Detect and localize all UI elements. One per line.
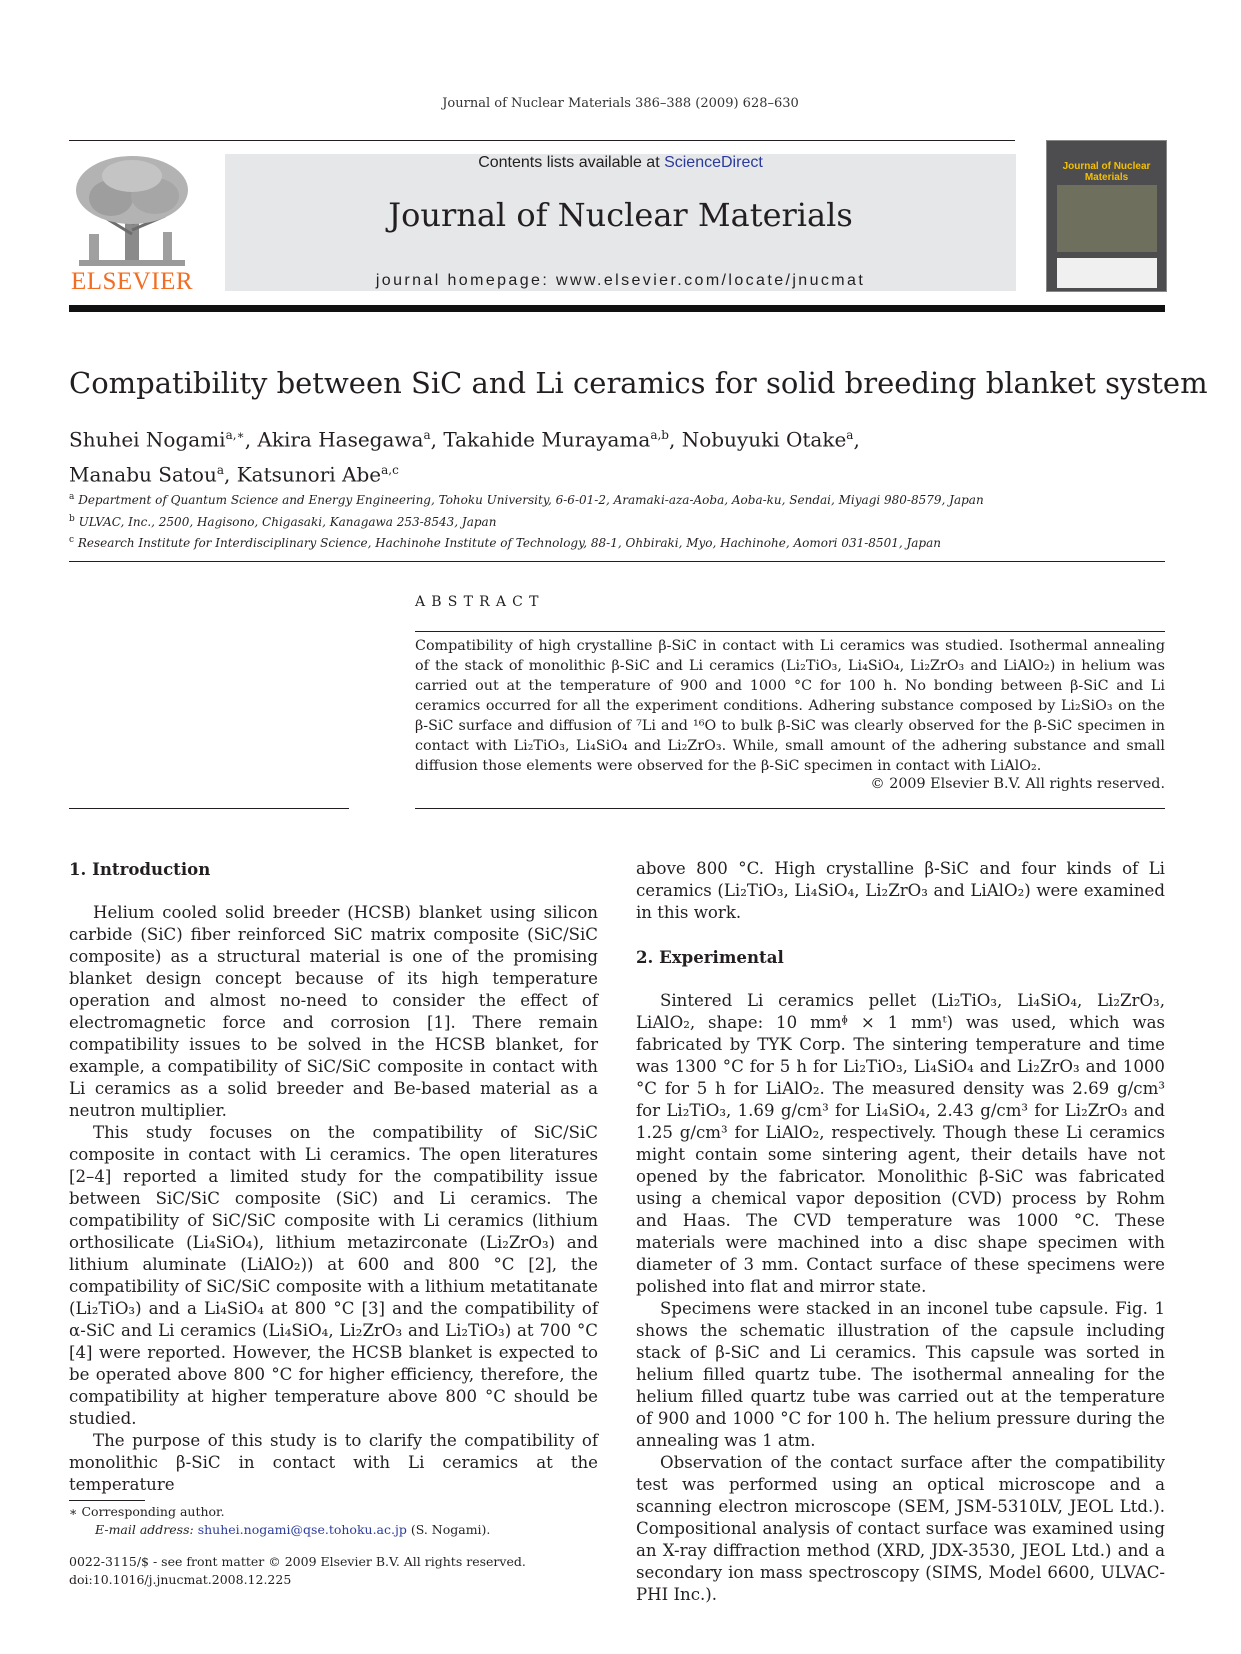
publisher-wordmark: ELSEVIER [70, 268, 194, 295]
issn-line: 0022-3115/$ - see front matter © 2009 Elsevier B.V. All rights reserved. [69, 1554, 526, 1569]
left-column [69, 858, 598, 1496]
abstract-rule [415, 631, 1165, 632]
email-link[interactable]: shuhei.nogami@qse.tohoku.ac.jp [197, 1522, 407, 1537]
affiliation-text: Department of Quantum Science and Energy Engineering, Tohoku University, 6-6-01-2, Aramaki-aza-Aoba, Aoba-ku, Sendai, Miyagi 980-8579, Japan [78, 493, 984, 507]
paragraph: Helium cooled solid breeder (HCSB) blanket using silicon carbide (SiC) fiber reinforced SiC matrix composite (SiC/SiC composite) as a structural material is one of the promising blanket design concept because of its high temperature operation and almost no-need to consider the effect of electromagnetic force and corrosion [1]. There remain compatibility issues to be solved in the HCSB blanket, for example, a compatibility of SiC/SiC composite in contact with Li ceramics as a solid breeder and Be-based material as a neutron multiplier. [69, 903, 598, 1120]
author-name: Akira Hasegawa [257, 427, 424, 452]
author-name: Manabu Satou [69, 462, 217, 487]
author-name: Shuhei Nogami [69, 427, 226, 452]
journal-citation: Journal of Nuclear Materials 386–388 (2009) 628–630 [442, 96, 799, 111]
author-sep: , [430, 427, 444, 452]
paragraph: Sintered Li ceramics pellet (Li₂TiO₃, Li₄SiO₄, Li₂ZrO₃, LiAlO₂, shape: 10 mmᶲ × 1 mmᵗ) was used, which was fabricated by TYK Corp. The sintering temperature and time was 1300 °C for 5 h for Li₂TiO₃, Li₄SiO₄ and Li₂ZrO₃ and 1000 °C for 5 h for LiAlO₂. The measured density was 2.69 g/cm³ for Li₂TiO₃, 1.69 g/cm³ for Li₄SiO₄, 2.43 g/cm³ for Li₂ZrO₃ and 1.25 g/cm³ for LiAlO₂, respectively. Though these Li ceramics might contain some sintering agent, their details have not opened by the fabricator. Monolithic β-SiC was fabricated using a chemical vapor deposition (CVD) process by Rohm and Haas. The CVD temperature was 1000 °C. These materials were machined into a disc shape specimen with diameter of 3 mm. Contact surface of these specimens were polished into flat and mirror state. [636, 991, 1165, 1296]
email-label: E-mail address: [95, 1522, 194, 1537]
cover-image [1057, 185, 1157, 252]
author-affil-mark: a,∗ [225, 428, 245, 442]
article-title: Compatibility between SiC and Li ceramics for solid breeding blanket system [69, 366, 1208, 400]
paragraph-continued: above 800 °C. High crystalline β-SiC and four kinds of Li ceramics (Li₂TiO₃, Li₄SiO₄, Li₂ZrO₃ and LiAlO₂) were examined in this work. [636, 859, 1165, 922]
paragraph: Observation of the contact surface after the compatibility test was performed using an optical microscope and a scanning electron microscope (SEM, JSM-5310LV, JEOL Ltd.). Compositional analysis of contact surface was examined using an X-ray diffraction method (XRD, JDX-3530, JEOL Ltd.) and a secondary ion mass spectroscopy (SIMS, Model 6600, ULVAC-PHI Inc.). [636, 1453, 1165, 1604]
affiliations [69, 488, 1169, 553]
email-line [69, 1521, 598, 1539]
author-affil-mark: a,c [381, 462, 399, 477]
author-name: Nobuyuki Otake [681, 427, 847, 452]
sciencedirect-link[interactable]: ScienceDirect [664, 154, 763, 171]
footnote-text: Corresponding author. [81, 1504, 225, 1519]
affiliation [69, 488, 1169, 510]
contents-prefix: Contents lists available at [478, 154, 665, 171]
right-column [636, 858, 1165, 1606]
author-sep: , [853, 427, 860, 452]
doi[interactable]: doi:10.1016/j.jnucmat.2008.12.225 [69, 1572, 292, 1587]
paragraph: The purpose of this study is to clarify the compatibility of monolithic β-SiC in contact with Li ceramics at the temperature [69, 1431, 598, 1494]
abstract-bottom-rule [415, 808, 1165, 809]
affiliation [69, 510, 1169, 532]
author-affil-mark: a [846, 428, 854, 442]
author-sep: , [224, 462, 237, 487]
footnote-rule [69, 1500, 145, 1501]
author-affil-mark: a [216, 462, 224, 477]
corresponding-author-note [69, 1503, 598, 1521]
footnote-mark: ∗ [69, 1504, 78, 1519]
author-affil-mark: a [423, 428, 431, 442]
author-name: Takahide Murayama [443, 427, 651, 452]
section-heading-introduction: 1. Introduction [69, 859, 211, 879]
affiliation [69, 531, 1169, 553]
affiliation-text: ULVAC, Inc., 2500, Hagisono, Chigasaki, Kanagawa 253-8543, Japan [78, 514, 497, 529]
email-suffix: (S. Nogami). [410, 1522, 491, 1537]
left-column-rule [69, 808, 349, 809]
author-list [69, 420, 1069, 489]
author-name: Katsunori Abe [236, 462, 382, 487]
cover-footer [1057, 258, 1157, 288]
journal-homepage[interactable]: journal homepage: www.elsevier.com/locate/jnucmat [375, 272, 866, 289]
author-affil-mark: a,b [650, 428, 669, 442]
journal-cover [1046, 140, 1167, 292]
journal-name: Journal of Nuclear Materials [388, 196, 853, 234]
contents-available-line [225, 154, 1016, 172]
abstract-copyright: © 2009 Elsevier B.V. All rights reserved. [870, 776, 1165, 792]
affiliation-rule [69, 561, 1165, 562]
author-sep: , [668, 427, 682, 452]
author-sep: , [244, 427, 258, 452]
header-thick-rule [69, 305, 1165, 312]
abstract-text: Compatibility of high crystalline β-SiC in contact with Li ceramics was studied. Isothermal annealing of the stack of monolithic β-SiC and Li ceramics (Li₂TiO₃, Li₄SiO₄, Li₂ZrO₃ and LiAlO₂) in helium was carried out at the temperature of 900 and 1000 °C for 100 h. No bonding between β-SiC and Li ceramics occurred for all the experiment conditions. Adhering substance composed by Li₂SiO₃ on the β-SiC surface and diffusion of ⁷Li and ¹⁶O to bulk β-SiC was clearly observed for the β-SiC specimen in contact with Li₂TiO₃, Li₄SiO₄ and Li₂ZrO₃. While, small amount of the adhering substance and small diffusion those elements were observed for the β-SiC specimen in contact with LiAlO₂. [415, 638, 1165, 774]
affiliation-mark: b [69, 513, 75, 524]
section-heading-experimental: 2. Experimental [636, 947, 784, 967]
affiliation-mark: c [69, 535, 75, 545]
paragraph: Specimens were stacked in an inconel tube capsule. Fig. 1 shows the schematic illustration of the capsule including stack of β-SiC and Li ceramics. This capsule was sorted in helium filled quartz tube. The isothermal annealing for the helium filled quartz tube was carried out at the temperature of 900 and 1000 °C for 100 h. The helium pressure during the annealing was 1 atm. [636, 1299, 1165, 1450]
abstract-heading: ABSTRACT [415, 594, 545, 610]
footnote [69, 1503, 598, 1539]
paragraph: This study focuses on the compatibility of SiC/SiC composite in contact with Li ceramics. The open literatures [2–4] reported a limited study for the compatibility issue between SiC/SiC composite (SiC) and Li ceramics. The compatibility of SiC/SiC composite with Li ceramics (lithium orthosilicate (Li₄SiO₄), lithium metazirconate (Li₂ZrO₃) and lithium aluminate (LiAlO₂)) at 600 and 800 °C [2], the compatibility of SiC/SiC composite with a lithium metatitanate (Li₂TiO₃) and a Li₄SiO₄ at 800 °C [3] and the compatibility of α-SiC and Li ceramics (Li₄SiO₄, Li₂ZrO₃ and Li₂TiO₃) at 700 °C [4] were reported. However, the HCSB blanket is expected to be operated above 800 °C for higher efficiency, therefore, the compatibility at higher temperature above 800 °C should be studied. [69, 1123, 598, 1428]
issn-block [69, 1553, 669, 1589]
journal-banner [225, 154, 1016, 291]
cover-title: Journal of Nuclear Materials [1062, 161, 1151, 183]
affiliation-text: Research Institute for Interdisciplinary Science, Hachinohe Institute of Technology, 88-1, Ohbiraki, Myo, Hachinohe, Aomori 031-8501, Japan [77, 536, 941, 550]
affiliation-mark: a [69, 492, 75, 502]
header-rule [69, 140, 1015, 141]
